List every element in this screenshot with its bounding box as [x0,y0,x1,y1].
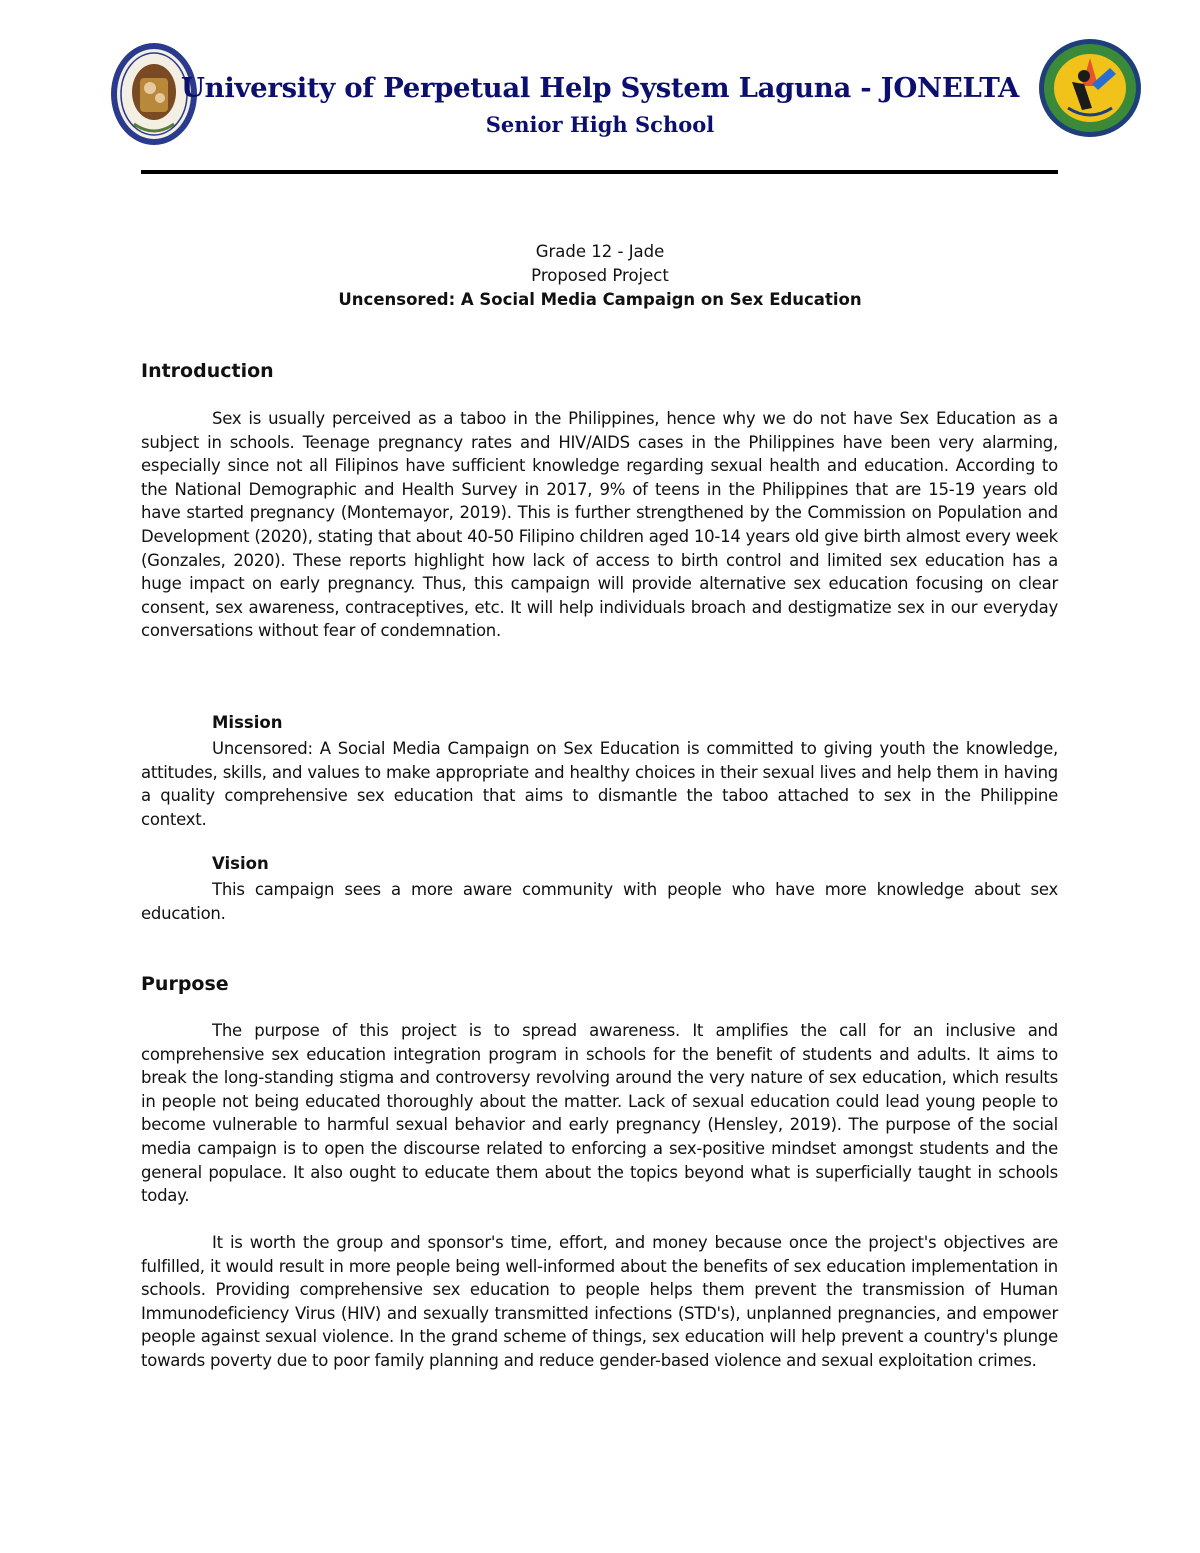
vision-body: This campaign sees a more aware community with people who have more knowledge about sex education. [141,880,1058,923]
purpose-body-2: It is worth the group and sponsor's time, effort, and money because once the project's objectives are fulfilled, it would result in more people being well-informed about the benefits of sex education implementation in schools. Providing comprehensive sex education to people helps them prevent the transmission of Human Immunodeficiency Virus (HIV) and sexually transmitted infections (STD's), unplanned pregnancies, and empower people against sexual violence. In the grand scheme of things, sex education will help prevent a country's plunge towards poverty due to poor family planning and reduce gender-based violence and sexual exploitation crimes. [141,1233,1058,1370]
project-title: Uncensored: A Social Media Campaign on Sex Education [338,290,862,309]
mission-heading: Mission [212,713,283,732]
school-subtitle: Senior High School [485,112,715,137]
mission-body: Uncensored: A Social Media Campaign on Sex Education is committed to giving youth the knowledge, attitudes, skills, and values to make appropriate and healthy choices in their sexual lives and help them in having a quality comprehensive sex education that aims to dismantle the taboo attached to sex in the Philippine context. [141,739,1058,829]
header-divider [141,170,1058,174]
purpose-heading: Purpose [141,973,229,995]
grade-section: Grade 12 - Jade [535,242,665,261]
university-title: University of Perpetual Help System Laguna - JONELTA [180,72,1020,104]
purpose-body-1: The purpose of this project is to spread awareness. It amplifies the call for an inclusive and comprehensive sex education integration program in schools for the benefit of students and adults. It aims to break the long-standing stigma and controversy revolving around the very nature of sex education, which results in people not being educated thoroughly about the matter. Lack of sexual education could lead young people to become vulnerable to harmful sexual behavior and early pregnancy (Hensley, 2019). The purpose of the social media campaign is to open the discourse related to enforcing a sex-positive mindset amongst students and the general populace. It also ought to educate them about the topics beyond what is superficially taught in schools today. [141,1021,1058,1206]
vision-heading: Vision [212,854,269,873]
introduction-body: Sex is usually perceived as a taboo in the Philippines, hence why we do not have Sex Education as a subject in schools. Teenage pregnancy rates and HIV/AIDS cases in the Philippines have been very alarming, especially since not all Filipinos have sufficient knowledge regarding sexual health and education. According to the National Demographic and Health Survey in 2017, 9% of teens in the Philippines that are 15-19 years old have started pregnancy (Montemayor, 2019). This is further strengthened by the Commission on Population and Development (2020), stating that about 40-50 Filipino children aged 10-14 years old give birth almost every week (Gonzales, 2020). These reports highlight how lack of access to birth control and limited sex education has a huge impact on early pregnancy. Thus, this campaign will provide alternative sex education focusing on clear consent, sex awareness, contraceptives, etc. It will help individuals broach and destigmatize sex in our everyday conversations without fear of condemnation. [141,409,1058,641]
proposed-label: Proposed Project [531,266,669,285]
introduction-heading: Introduction [141,360,274,382]
